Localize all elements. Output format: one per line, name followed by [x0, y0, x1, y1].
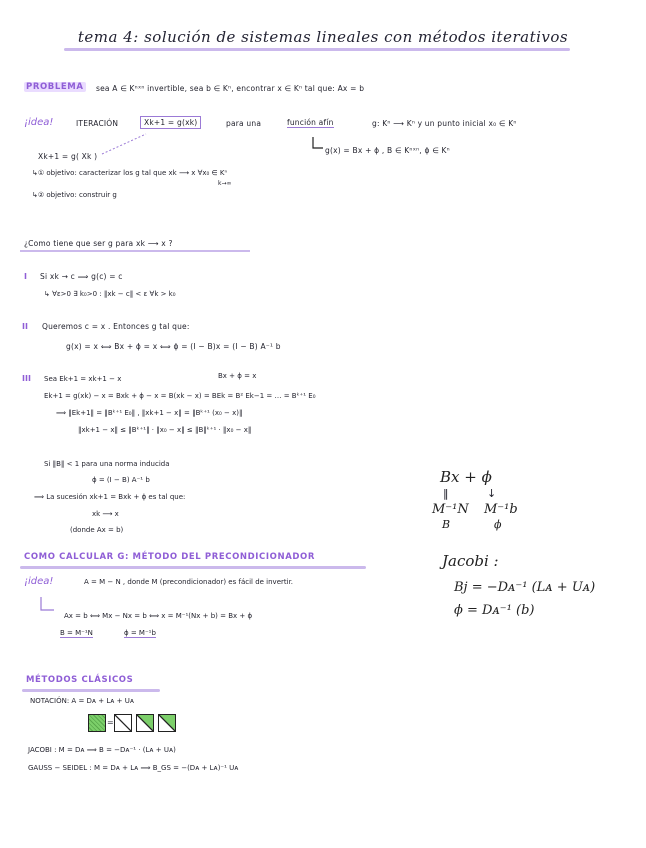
clasicos-underline — [22, 689, 160, 692]
section-2-line-1: Queremos c = x . Entonces g tal que: — [42, 322, 190, 331]
precond-line-1: A = M − N , donde M (precondicionador) es fácil de invertir. — [84, 578, 294, 586]
matrix-l-square — [136, 714, 154, 732]
matrix-d-square — [114, 714, 132, 732]
idea-label: ¡idea! — [24, 117, 54, 128]
side-eq-mark: ‖ — [443, 487, 449, 500]
iteration-formula: Xk+1 = g( Xk ) — [38, 152, 98, 161]
section-3-line-0: Sea Ek+1 = xk+1 − x — [44, 375, 122, 383]
precond-idea-label: ¡idea! — [24, 576, 54, 587]
jacobi-note-title: Jacobi : — [442, 552, 499, 570]
section-3-annotation: Bx + ϕ = x — [218, 372, 257, 380]
precond-heading: COMO CALCULAR G: MÉTODO DEL PRECONDICIONADOR — [24, 552, 316, 562]
arrow-hook-icon-2 — [38, 596, 58, 616]
section-3-line-6: ⟹ La sucesión xk+1 = Bxk + ϕ es tal que: — [34, 493, 186, 501]
section-1-line-2: ↳ ∀ε>0 ∃ k₀>0 : ‖xk − c‖ < ε ∀k > k₀ — [44, 290, 176, 298]
precond-phi-def: ϕ = M⁻¹b — [124, 629, 156, 637]
clasicos-heading: MÉTODOS CLÁSICOS — [26, 675, 134, 685]
section-3-line-2: ⟹ ‖Ek+1‖ = ‖Bᵏ⁺¹ E₀‖ , ‖xk+1 − x‖ = ‖Bᵏ⁺¹ (x₀ − x)‖ — [56, 409, 243, 417]
matrix-u-square — [158, 714, 176, 732]
section-3-line-8: (donde Ax = b) — [70, 526, 124, 534]
roman-numeral-1: I — [24, 272, 27, 281]
affine-function: función afín — [287, 118, 334, 127]
jacobi-note-b: Bj = −Dᴀ⁻¹ (Lᴀ + Uᴀ) — [454, 580, 596, 595]
side-phi: ϕ — [494, 518, 502, 531]
matrix-a-square — [88, 714, 106, 732]
equals-sign: = — [107, 718, 114, 727]
problema-label: PROBLEMA — [26, 82, 84, 92]
jacobi-note-phi: ϕ = Dᴀ⁻¹ (b) — [454, 603, 535, 618]
side-m-inv-b: M⁻¹b — [484, 502, 518, 517]
question-underline — [20, 250, 250, 252]
section-1-line-1: Si xk → c ⟹ g(c) = c — [40, 272, 123, 281]
objective-1-limit: k→∞ — [218, 180, 232, 187]
page-title: tema 4: solución de sistemas lineales con métodos iterativos — [77, 28, 569, 46]
notation-line: NOTACIÓN: A = Dᴀ + Lᴀ + Uᴀ — [30, 697, 135, 705]
iteration-formula-box: Xk+1 = g(xk) — [140, 116, 201, 129]
side-m-inv-n: M⁻¹N — [432, 502, 469, 517]
arrow-hook-icon — [310, 136, 326, 152]
precond-underline — [20, 566, 366, 569]
side-b: B — [442, 518, 451, 531]
iteration-label: ITERACIÓN — [76, 119, 119, 128]
objective-2: ↳② objetivo: construir g — [32, 191, 117, 199]
main-question: ¿Como tiene que ser g para xk ⟶ x ? — [24, 239, 173, 248]
gauss-seidel-method: GAUSS − SEIDEL : M = Dᴀ + Lᴀ ⟹ B_GS = −(Dᴀ + Lᴀ)⁻¹ Uᴀ — [28, 764, 239, 772]
side-bx-phi: Bx + ϕ — [440, 468, 492, 486]
idea-text-b: g: Kⁿ ⟶ Kⁿ y un punto inicial x₀ ∈ Kⁿ — [372, 119, 517, 128]
roman-numeral-2: II — [22, 322, 28, 331]
section-3-line-7: xk ⟶ x — [92, 510, 119, 518]
section-3-line-3: ‖xk+1 − x‖ ≤ ‖Bᵏ⁺¹‖ · ‖x₀ − x‖ ≤ ‖B‖ᵏ⁺¹ · ‖x₀ − x‖ — [78, 426, 252, 434]
idea-text-a: para una — [226, 119, 262, 128]
precond-line-2: Ax = b ⟺ Mx − Nx = b ⟺ x = M⁻¹(Nx + b) = Bx + ϕ — [64, 612, 253, 620]
section-2-line-2: g(x) = x ⟺ Bx + ϕ = x ⟺ ϕ = (I − B)x = (I − B) A⁻¹ b — [66, 342, 281, 351]
roman-numeral-3: III — [22, 374, 31, 383]
problema-text: sea A ∈ Kⁿˣⁿ invertible, sea b ∈ Kⁿ, encontrar x ∈ Kⁿ tal que: Ax = b — [96, 84, 365, 93]
title-underline — [64, 48, 570, 51]
jacobi-method: JACOBI : M = Dᴀ ⟹ B = −Dᴀ⁻¹ · (Lᴀ + Uᴀ) — [28, 746, 176, 754]
section-3-line-1: Ek+1 = g(xk) − x = Bxk + ϕ − x = B(xk − x) = BEk = B² Ek−1 = … = Bᵏ⁺¹ E₀ — [44, 392, 316, 400]
objective-1: ↳① objetivo: caracterizar los g tal que xk ⟶ x ∀x₀ ∈ Kⁿ — [32, 169, 228, 177]
g-definition: g(x) = Bx + ϕ , B ∈ Kⁿˣⁿ, ϕ ∈ Kⁿ — [325, 146, 450, 155]
section-3-line-5: ϕ = (I − B) A⁻¹ b — [92, 476, 150, 484]
precond-b-def: B = M⁻¹N — [60, 629, 93, 637]
side-arrow-mark: ↓ — [487, 487, 497, 500]
dotted-connector — [100, 132, 150, 156]
section-3-line-4: Si ‖B‖ < 1 para una norma inducida — [44, 460, 170, 468]
